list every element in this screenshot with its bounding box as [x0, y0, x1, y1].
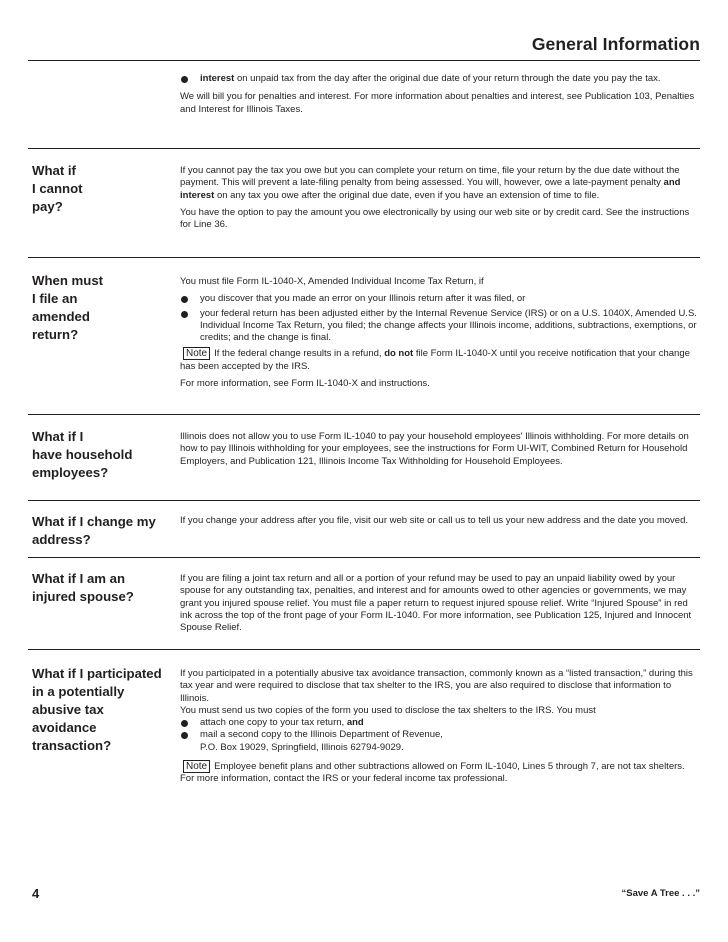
question-cannot-pay: [32, 162, 174, 216]
bullet-text: your federal return has been adjusted either by the Internal Revenue Service (IRS) or on a U.S. 1040X, Amended U.S. Individual Income Tax Return, you filed; the change affects your Illinois income, additions, subtractions, exemptions, or credits; and the change is final.: [200, 307, 697, 344]
amended-bullet: [180, 293, 700, 305]
answer-paragraph: For more information, see Form IL-1040-X and instructions.: [180, 378, 430, 390]
answer-address: [180, 515, 700, 532]
section-rule: [28, 148, 700, 149]
question-abusive: [32, 665, 174, 755]
interest-text: on unpaid tax from the day after the original due date of your return through the date you pay the tax.: [234, 73, 661, 84]
question-line: employees?: [32, 465, 109, 480]
page-title: General Information: [531, 34, 700, 54]
question-injured: [32, 570, 174, 606]
answer-paragraph: You must file Form IL-1040-X, Amended Individual Income Tax Return, if: [180, 276, 484, 287]
bold-run: and: [346, 717, 364, 729]
question-line: I cannot: [32, 181, 83, 196]
bold-run: and interest: [180, 177, 681, 201]
question-line: in a potentially: [32, 684, 125, 699]
section-rule: [28, 257, 700, 258]
answer-paragraph: If you participated in a potentially abusive tax avoidance transaction, commonly known as a “listed transaction,” during this tax year and were required to disclose that tax shelter to the IRS, you are also required to disclose that information to Illinois.: [180, 668, 693, 704]
answer-paragraph: If you are filing a joint tax return and all or a portion of your refund may be used to pay an unpaid liability owed by your spouse for any outstanding tax, penalties, and interest and for amounts owed to other agencies or governments, we may grant you injured spouse relief. You must file a paper return to request injured spouse relief. Write “Injured Spouse” in red ink across the top of the front page of your Form IL-1040. For more information, see Publication 125, Injured and Innocent Spouse Relief.: [180, 573, 692, 634]
question-line: amended: [32, 309, 90, 324]
note-paragraph: [180, 760, 700, 786]
answer-abusive: [180, 668, 700, 791]
question-line: return?: [32, 327, 79, 342]
bullet-icon: [181, 76, 188, 83]
bullet-icon: [181, 296, 188, 303]
note-label: Note: [183, 347, 210, 360]
header-rule: [28, 60, 700, 61]
bullet-text: you discover that you made an error on your Illinois return after it was filed, or: [200, 293, 526, 305]
question-line: have household: [32, 447, 133, 462]
bullet-text: mail a second copy to the Illinois Department of Revenue,: [200, 729, 443, 741]
question-line: When must: [32, 273, 104, 288]
question-household: [32, 428, 174, 482]
text-run: If the federal change results in a refund,: [214, 348, 385, 360]
penalties-paragraph: We will bill you for penalties and interest. For more information about penalties and interest, see Publication 103, Penalties and Interest for Illinois Taxes.: [180, 91, 695, 115]
address-line: P.O. Box 19029, Springfield, Illinois 62794-9029.: [200, 741, 404, 753]
question-amended: [32, 272, 174, 344]
section-rule: [28, 649, 700, 650]
abusive-bullet: [180, 729, 700, 741]
question-address: [32, 513, 174, 549]
intro-block: [180, 73, 700, 121]
answer-injured: [180, 573, 700, 639]
question-line: What if I change my: [32, 514, 156, 529]
question-line: I file an: [32, 291, 78, 306]
bullet-icon: [181, 732, 188, 739]
answer-cannot-pay: [180, 165, 700, 236]
question-line: What if I: [32, 429, 84, 444]
section-rule: [28, 500, 700, 501]
interest-bullet: [180, 73, 700, 85]
abusive-bullet: [180, 717, 700, 729]
question-line: avoidance: [32, 720, 97, 735]
bullet-icon: [181, 720, 188, 727]
text-run: If you cannot pay the tax you owe but you can complete your return on time, file your return by the due date without the payment. This will prevent a late-filing penalty from being assessed. You will, however, owe a late-payment penalty: [180, 165, 680, 189]
answer-household: [180, 431, 700, 473]
text-run: attach one copy to your tax return,: [200, 717, 347, 729]
page-number: 4: [32, 886, 40, 901]
text-run: Employee benefit plans and other subtractions allowed on Form IL-1040, Lines 5 through 7, are not tax shelters. For more information, contact the IRS or your federal income tax professional.: [180, 761, 685, 785]
question-line: address?: [32, 532, 91, 547]
section-rule: [28, 414, 700, 415]
amended-bullet: [180, 308, 700, 345]
bullet-icon: [181, 311, 188, 318]
section-rule: [28, 557, 700, 558]
bold-run: do not: [384, 348, 414, 360]
answer-paragraph: You must send us two copies of the form you used to disclose the tax shelters to the IRS. You must: [180, 704, 596, 716]
note-label: Note: [183, 760, 210, 773]
answer-paragraph: If you change your address after you file, visit our web site or call us to tell us your new address and the date you moved.: [180, 515, 688, 526]
question-line: What if I participated: [32, 666, 162, 681]
question-line: abusive tax: [32, 702, 104, 717]
question-line: pay?: [32, 199, 63, 214]
answer-paragraph: You have the option to pay the amount you owe electronically by using our web site or by credit card. See the instructions for Line 36.: [180, 206, 690, 231]
question-line: injured spouse?: [32, 589, 134, 604]
answer-paragraph: Illinois does not allow you to use Form IL-1040 to pay your household employees' Illinois withholding. For more details on how to pay Illinois withholding for your employees, see the instructions for Form UI-WIT, Combined Return for Household Employers, and Publication 121, Illinois Income Tax Withholding for Household Employees.: [180, 431, 689, 467]
interest-bold: interest: [200, 73, 235, 84]
question-line: transaction?: [32, 738, 112, 753]
text-run: on any tax you owe after the original due date, even if you have an extension of time to file.: [214, 189, 600, 201]
answer-paragraph: [180, 165, 700, 202]
question-line: What if I am an: [32, 571, 126, 586]
text-run: file Form IL-1040-X until you receive notification that your change has been accepted by the IRS.: [180, 348, 690, 372]
note-paragraph: [180, 347, 700, 373]
question-line: What if: [32, 163, 76, 178]
footer-tagline: “Save A Tree . . .”: [621, 888, 700, 899]
answer-amended: [180, 276, 700, 395]
